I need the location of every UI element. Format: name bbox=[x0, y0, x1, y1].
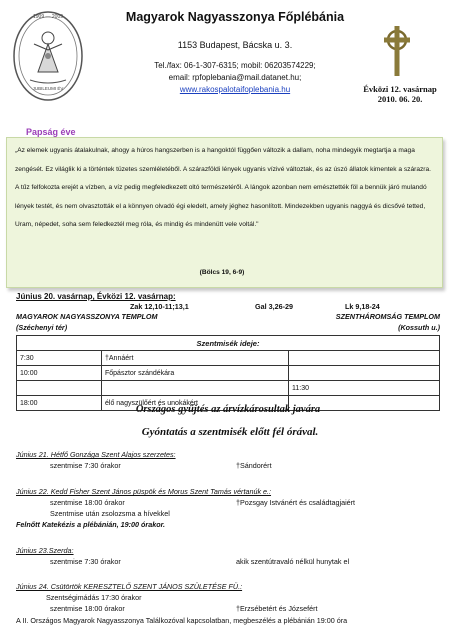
table-row bbox=[17, 366, 440, 381]
day4-note: A II. Országos Magyarok Nagyasszonya Találkozóval kapcsolatban, megbeszélés a plébánián 19:00 óra bbox=[16, 616, 348, 625]
mass-intent: Főpásztor szándékára bbox=[102, 366, 289, 381]
day2-intent: †Pozsgay Istvánért és családtagjaiért bbox=[236, 498, 356, 507]
table-header-row bbox=[17, 336, 440, 351]
church-right-place: (Kossuth u.) bbox=[398, 323, 440, 332]
logo-top-text: 1909 — 2009 bbox=[32, 14, 64, 20]
reading-lk: Lk 9,18-24 bbox=[345, 302, 380, 311]
mass-time-2: 11:30 bbox=[289, 381, 440, 396]
sunday-date-label bbox=[355, 84, 445, 104]
parish-title: Magyarok Nagyasszonya Főplébánia bbox=[125, 10, 345, 24]
mass-schedule-table bbox=[16, 335, 440, 411]
church-right-name: SZENTHÁROMSÁG TEMPLOM bbox=[335, 312, 440, 321]
mass-time: 7:30 bbox=[17, 351, 102, 366]
church-left-place: (Széchenyi tér) bbox=[16, 323, 68, 332]
mass-time-2 bbox=[289, 351, 440, 366]
church-left-name: MAGYAROK NAGYASSZONYA TEMPLOM bbox=[16, 312, 158, 321]
parish-phone: Tel./fax: 06-1-307-6315; mobil: 06203574229; bbox=[154, 61, 316, 70]
mass-time: 18:00 bbox=[17, 396, 102, 411]
collection-notice: Országos gyűjtés az árvízkárosultak javára bbox=[135, 404, 321, 415]
date-line-2: 2010. 06. 20. bbox=[377, 94, 423, 104]
scripture-quote-box bbox=[6, 137, 443, 288]
reading-zak: Zak 12,10-11;13,1 bbox=[130, 302, 189, 311]
scripture-quote-text: „Az elemek ugyanis átalakulnak, ahogy a húros hangszerben is a hangoktól függően változik a dallam, noha mindegyik megtartja a maga zengését. Ez világlik ki a történtek tüzetes szemléletéből. A szárazföldi lények ugyanis vízivé változtak, és az úszó állatok kimentek a szárazra. A tűz felfokozta erejét a vízben, a víz pedig megfeledkezett oltó természetéről. A lángok azonban nem emésztették föl a bennük járó mulandó lények testét, és nem olvasztották el a könnyen olvadó égi eledelt, amely jéghez hasonlított. Mindezekben ugyanis naggyá és dicsővé tetted, Uram, népedet, soha sem feledkeztél meg róla, és mindig és mindenütt vele voltál." bbox=[15, 147, 431, 229]
confession-notice: Gyóntatás a szentmisék előtt fél órával. bbox=[141, 426, 319, 438]
day3-title: Június 23.Szerda: bbox=[16, 546, 74, 555]
mass-intent: élő nagyszülőért és unokákért bbox=[102, 396, 289, 411]
scripture-quote-reference: (Bölcs 19, 6-9) bbox=[199, 269, 245, 276]
celtic-cross-icon bbox=[378, 24, 416, 78]
day4-intent: †Erzsébetért és Józsefért bbox=[236, 604, 318, 613]
date-line-1: Évközi 12. vasárnap bbox=[363, 84, 437, 94]
day2-title: Június 22. Kedd Fisher Szent János püspök és Morus Szent Tamás vértanúk e.: bbox=[16, 487, 272, 496]
day4-title: Június 24. Csütörtök KERESZTELŐ SZENT JÁNOS SZÜLETÉSE FÜ.: bbox=[16, 582, 243, 591]
day4-mass: szentmise 18:00 órakor bbox=[50, 604, 125, 613]
parish-address: 1153 Budapest, Bácska u. 3. bbox=[177, 40, 293, 50]
reading-gal: Gal 3,26-29 bbox=[255, 302, 293, 311]
mass-time bbox=[17, 381, 102, 396]
table-row bbox=[17, 351, 440, 366]
day2-note: Felnőtt Katekézis a plébánián, 19:00 órakor. bbox=[16, 520, 165, 529]
mass-intent bbox=[102, 381, 289, 396]
parish-email: email: rpfoplebania@mail.datanet.hu; bbox=[168, 73, 302, 82]
mass-time-2 bbox=[289, 366, 440, 381]
day1-intent: †Sándorért bbox=[236, 461, 272, 470]
readings-heading: Június 20. vasárnap, Évközi 12. vasárnap: bbox=[16, 292, 176, 301]
year-of-priesthood-title: Papság éve bbox=[26, 127, 76, 137]
day2-mass: szentmise 18:00 órakor bbox=[50, 498, 125, 507]
logo-bottom-text: JUBILEUMI ÉV bbox=[32, 86, 64, 91]
mass-time: 10:00 bbox=[17, 366, 102, 381]
day2-extra: Szentmise után zsolozsma a hívekkel bbox=[50, 509, 170, 518]
mass-table-header: Szentmisék ideje: bbox=[17, 336, 440, 351]
day1-mass: szentmise 7:30 órakor bbox=[50, 461, 121, 470]
mass-intent: †Annáért bbox=[102, 351, 289, 366]
day3-intent: akik szentútravaló nélkül hunytak el bbox=[236, 557, 350, 566]
day1-title: Június 21. Hétfő Gonzága Szent Alajos szerzetes: bbox=[16, 450, 176, 459]
parish-website-link[interactable]: www.rakospalotaifoplebania.hu bbox=[179, 85, 291, 94]
table-row bbox=[17, 381, 440, 396]
day4-adoration: Szentségimádás 17:30 órakor bbox=[46, 593, 142, 602]
day3-mass: szentmise 7:30 órakor bbox=[50, 557, 121, 566]
